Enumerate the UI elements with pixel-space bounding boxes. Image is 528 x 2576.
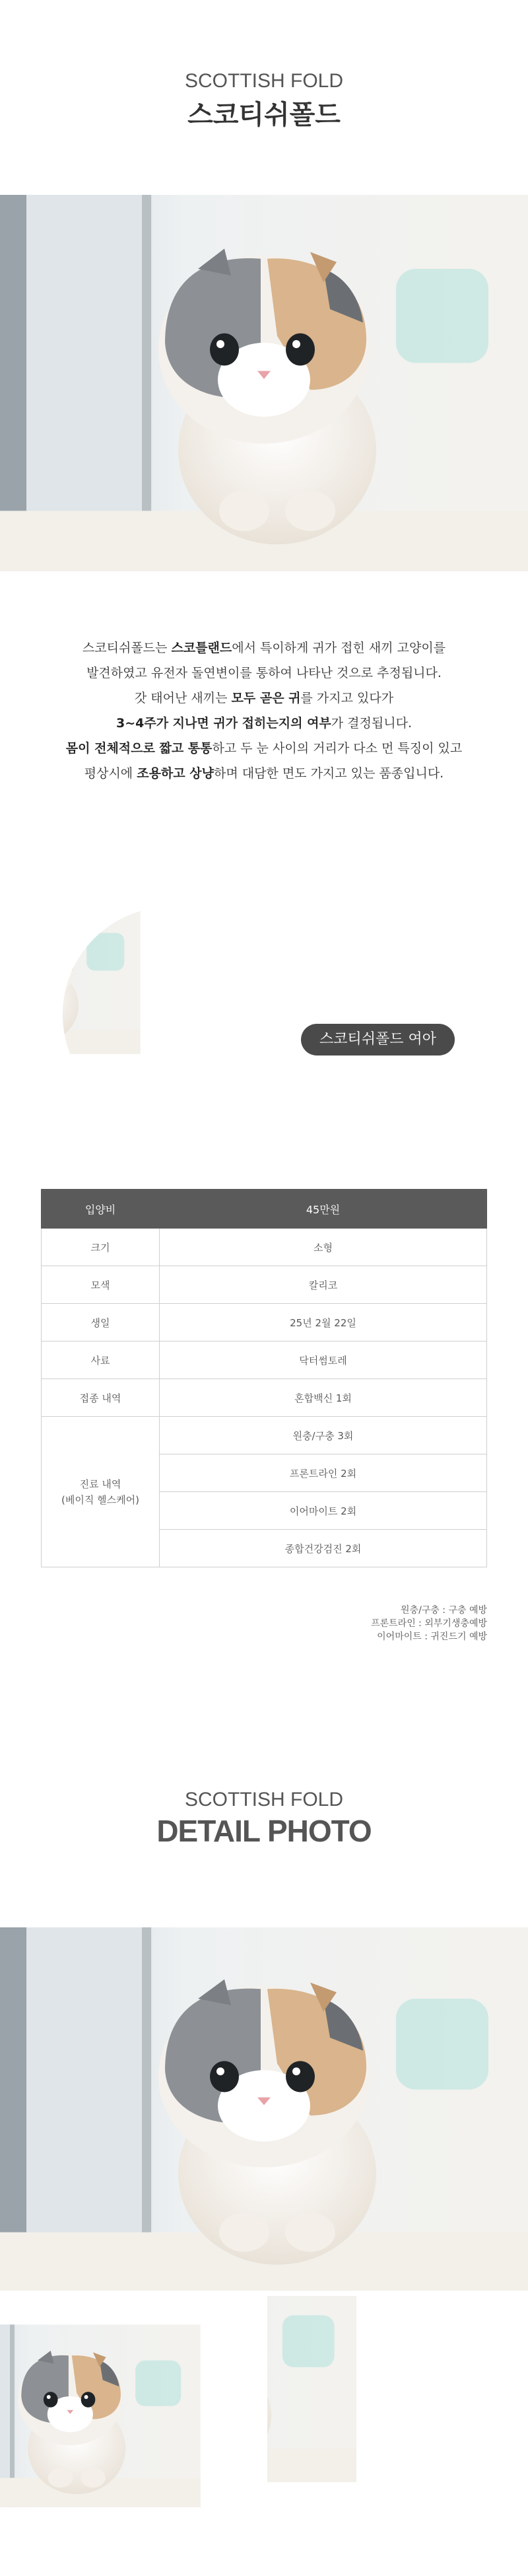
detail-title: DETAIL PHOTO [156,1814,372,1848]
table-header-row [42,1190,487,1229]
pet-name-badge: 스코티쉬폴드 여아 [301,1024,455,1055]
care-notes [371,1604,487,1643]
main-cat-photo [0,195,528,571]
row-label: 사료 [42,1342,160,1379]
info-table-wrapper [41,1189,487,1567]
adoption-fee-value: 45만원 [160,1190,487,1229]
table-row [42,1266,487,1304]
row-value: 혼합백신 1회 [160,1379,487,1417]
row-label: 모색 [42,1266,160,1304]
care-label-main: 진료 내역 [79,1478,121,1490]
desc-line-5: 몸이 전체적으로 짧고 통통하고 두 눈 사이의 거리가 다소 먼 특징이 있고 [65,741,463,756]
breed-description [0,635,528,786]
row-value: 칼리코 [160,1266,487,1304]
page-title: 스코티쉬폴드 [187,100,341,130]
desc-line-6: 평상시에 조용하고 상냥하며 대담한 면도 가지고 있는 품종입니다. [84,766,444,781]
adoption-fee-label: 입양비 [42,1190,160,1229]
note-line: 원충/구충 : 구충 예방 [401,1605,487,1616]
table-row [42,1229,487,1266]
desc-line-3: 갓 태어난 새끼는 모두 곧은 귀를 가지고 있다가 [134,691,394,705]
desc-line-1: 스코티쉬폴드는 스코틀랜드에서 특이하게 귀가 접힌 새끼 고양이를 [82,641,446,655]
detail-photo-main [0,1927,528,2291]
row-label: 생일 [42,1304,160,1342]
table-row [42,1304,487,1342]
care-label-sub: (베이직 헬스케어) [61,1493,139,1506]
profile-cat-photo [63,907,278,1122]
row-label: 접종 내역 [42,1379,160,1417]
row-value: 25년 2월 22일 [160,1304,487,1342]
care-value: 원충/구충 3회 [160,1417,487,1454]
table-row [42,1417,487,1454]
note-line: 프론트라인 : 외부기생충예방 [371,1618,487,1629]
info-table [41,1189,487,1567]
care-value: 이어마이트 2회 [160,1492,487,1530]
row-label: 크기 [42,1229,160,1266]
row-value: 닥터썸토레 [160,1342,487,1379]
care-value: 프론트라인 2회 [160,1454,487,1492]
desc-line-2: 발견하였고 유전자 돌연변이를 통하여 나타난 것으로 추정됩니다. [86,666,442,680]
header-eyebrow: SCOTTISH FOLD [184,70,343,92]
row-value: 소형 [160,1229,487,1266]
desc-line-4: 3~4주가 지나면 귀가 접히는지의 여부가 결정됩니다. [116,716,412,731]
detail-photo-left [0,2296,261,2576]
table-row [42,1379,487,1417]
table-row [42,1342,487,1379]
detail-eyebrow: SCOTTISH FOLD [184,1789,343,1810]
care-history-label [42,1417,160,1567]
detail-photo-right [267,2296,528,2576]
note-line: 이어마이트 : 귀진드기 예방 [377,1631,487,1642]
care-value: 종합건강검진 2회 [160,1530,487,1567]
